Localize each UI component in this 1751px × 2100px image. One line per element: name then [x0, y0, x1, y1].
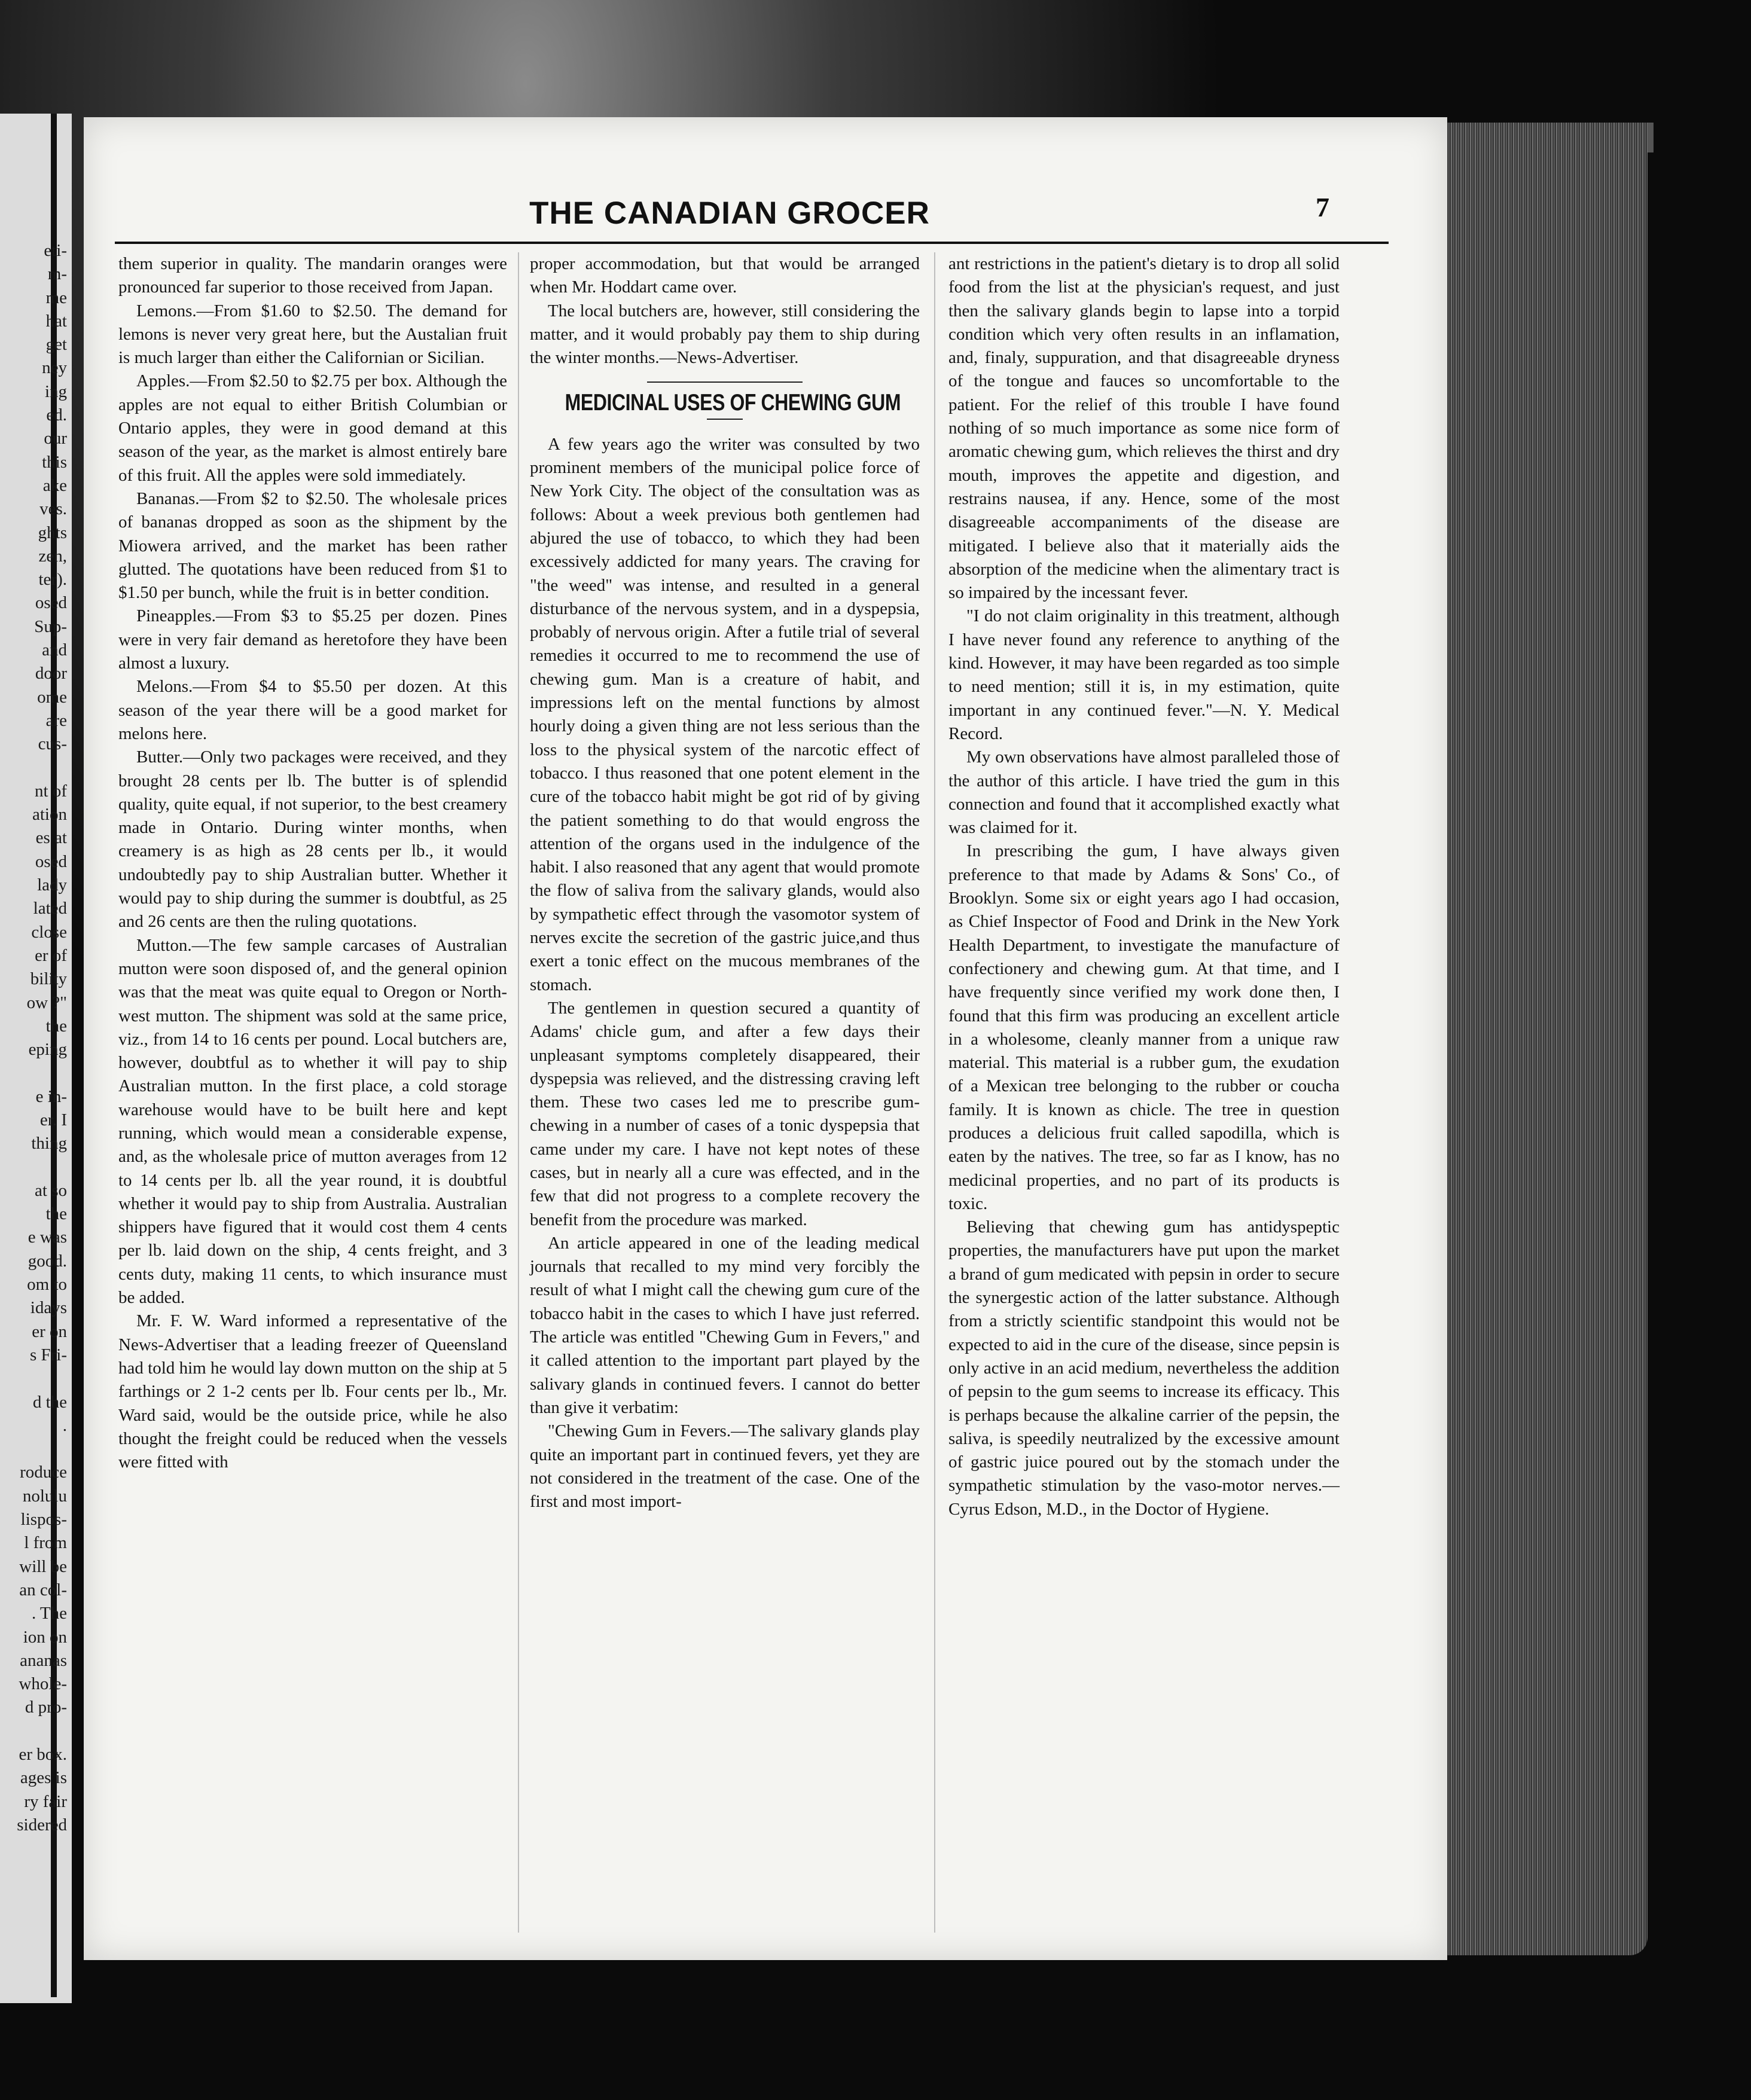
fragment-line: [0, 1720, 67, 1743]
fragment-line: e in-: [35, 1086, 67, 1106]
fragment-line: idays: [30, 1298, 67, 1318]
fragment-line: ing: [44, 381, 67, 401]
fragment-line: eti-: [44, 241, 67, 260]
paragraph: A few years ago the writer was consulted by two prominent members of the municipal police force of New York City. The object of the consultation was as follows: About a week previous both gentlemen had abjured the use of tobacco, to which they had been excessively addicted for many years. The craving for "the weed" was intense, and resulted in a general disturbance of the nervous system, and in a dyspepsia, probably of nervous origin. After a futile trial of several remedies it occurred to me to recommend the use of chewing gum. Man is a creature of habit, and impressions left on the mental functions by almost hourly doing a given thing are not less serious than the loss to the physical system of the narcotic effect of tobacco. I thus reasoned that one potent element in the cure of the tobacco habit might be got rid of by giving the patient something to do that would engross the attention of the organs used in the indulgence of the habit. I also reasoned that any agent that would promote the flow of saliva from the salivary glands, would also by sympathetic effect through the vasomotor system of nerves excite the secretion of the gastric juice,and thus exert a tonic effect on the mucous membranes of the stomach.: [530, 434, 920, 994]
fragment-line: will be: [19, 1556, 67, 1576]
column-1: [118, 252, 507, 1474]
fragment-line: [0, 1437, 67, 1461]
fragment-line: om to: [27, 1275, 67, 1295]
fragment-line: ow ?": [26, 993, 67, 1012]
paragraph: An article appeared in one of the leading medical journals that recalled to my mind very forcibly the result of what I might call the chewing gum cure of the tobacco habit in the cases to which I have just referred. The article was entitled "Chewing Gum in Fevers," and it called attention to the important part played by the salivary glands in continued fevers. I cannot do better than give it verbatim:: [530, 1233, 920, 1417]
fragment-line: lady: [37, 875, 67, 895]
fragment-line: an col-: [19, 1580, 67, 1600]
fragment-line: d pro-: [25, 1698, 67, 1717]
paragraph: ant restrictions in the patient's dietary is to drop all solid food from the list at the physician's request, and just then the salivary glands begin to lapse into a torpid condition which very often results in an inflamation, and, finaly, suppuration, and that disagreeable dryness of the tongue and fauces so uncomfortable to the patient. For the relief of this trouble I have found nothing of so much importance as some nice form of aromatic chewing gum, which relieves the thirst and dry mouth, improves the appetite and digestion, and restrains nausea, if any. Hence, some of the most disagreeable accompaniments of the disease are mitigated. I believe also that it materially aids the absorption of the medicine when the alimentary tract is so impaired by the incessant fever.: [948, 254, 1340, 603]
fragment-line: ation: [32, 805, 67, 825]
paragraph: Lemons.—From $1.60 to $2.50. The demand for lemons is never very great here, but the Austalian fruit is much larger than either the Californian or Sicilian.: [118, 301, 507, 368]
fragment-line: ves.: [39, 499, 67, 519]
fragment-line: roduce: [20, 1463, 67, 1482]
heading-underline: [707, 419, 743, 420]
paragraph: Melons.—From $4 to $5.50 per dozen. At this season of the year there will be a good market for melons here.: [118, 677, 507, 743]
fragment-line: this: [42, 452, 67, 472]
fragment-line: cus-: [38, 734, 67, 754]
fragment-line: me: [45, 288, 67, 307]
paragraph: them superior in quality. The mandarin oranges were pronounced far superior to those received from Japan.: [118, 254, 507, 297]
section-divider: [647, 381, 803, 383]
fragment-line: close: [31, 922, 67, 942]
fragment-line: the: [45, 1016, 67, 1036]
fragment-line: good.: [28, 1251, 67, 1271]
fragment-line: .: [62, 1415, 67, 1435]
paragraph: "Chewing Gum in Fevers.—The salivary glands play quite an important part in continued fevers, yet they are not considered in the treatment of the case. One of the first and most import-: [530, 1421, 920, 1512]
fragment-line: door: [35, 664, 67, 683]
fragment-line: whole-: [19, 1674, 67, 1694]
fragment-line: er. I: [39, 1110, 67, 1130]
fragment-line: m-: [47, 264, 67, 284]
fragment-line: zen,: [38, 546, 67, 566]
fragment-line: nolulu: [22, 1486, 67, 1506]
fragment-line: . The: [31, 1604, 67, 1623]
paragraph: Believing that chewing gum has antidyspeptic properties, the manufacturers have put upon the market a brand of gum medicated with pepsin in order to secure the synergestic action of the latter substance. Although from a strictly scientific standpoint this would not be expected to aid in the cure of the disease, since pepsin is only active in an acid medium, nevertheless the addition of pepsin to the gum seems to increase its efficacy. This is perhaps because the alkaline carrier of the pepsin, the saliva, is speedily neutralized by the excessive amount of gastric juice poured out by the stomach under the sympathetic stimulation by the vaso-motor nerves.—Cyrus Edson, M.D., in the Doctor of Hygiene.: [948, 1217, 1340, 1519]
fragment-line: sidered: [17, 1815, 67, 1835]
fragment-line: er of: [35, 945, 67, 965]
fragment-line: d the: [32, 1392, 67, 1412]
newspaper-page: [84, 117, 1447, 1960]
page-number: 7: [1316, 192, 1329, 222]
fragment-line: s Fri-: [29, 1345, 67, 1365]
paragraph: "I do not claim originality in this treatment, although I have never found any reference to anything of the kind. However, it may have been regarded as too simple to need mention; still it is, in my estimation, quite important in any continued fever."—N. Y. Medical Record.: [948, 606, 1340, 743]
facing-page-text-fragment: [0, 239, 67, 2009]
fragment-line: bility: [30, 969, 67, 989]
fragment-line: lispos-: [20, 1510, 67, 1530]
fragment-line: [0, 756, 67, 780]
page-title: THE CANADIAN GROCER: [529, 196, 930, 231]
fragment-line: osed: [35, 593, 67, 613]
fragment-line: thing: [31, 1134, 67, 1153]
fragment-line: er box.: [19, 1745, 67, 1764]
paragraph: Apples.—From $2.50 to $2.75 per box. Although the apples are not equal to either British Columbian or Ontario apples, they were in good demand at this season of the year, as the market is almost entirely bare of this fruit. All the apples were sold immediately.: [118, 371, 507, 485]
paragraph: The gentlemen in question secured a quantity of Adams' chicle gum, and after a few days their unpleasant symptoms completely disappeared, their dyspepsia was relieved, and the distressing craving left them. These two cases led me to prescribe gum-chewing in a number of cases of a tonic dyspepsia that came under my care. I have not kept notes of these cases, but in nearly all a cure was effected, and in the few that did not progress to a complete recovery the benefit from the procedure was marked.: [530, 998, 920, 1229]
fragment-line: e was: [28, 1228, 67, 1247]
fragment-line: Sup-: [34, 616, 67, 636]
fragment-line: and: [42, 640, 67, 660]
fragment-line: ney: [42, 358, 67, 378]
fragment-line: ome: [37, 687, 67, 707]
article-heading: MEDICINAL USES OF CHEWING GUM: [565, 390, 901, 416]
column-divider: [934, 252, 935, 1933]
fragment-line: eping: [28, 1040, 67, 1060]
fragment-line: ion on: [23, 1627, 67, 1647]
fragment-line: get: [45, 335, 67, 355]
fragment-line: [0, 1061, 67, 1085]
fragment-line: ananas: [20, 1650, 67, 1670]
fragment-line: osed: [35, 851, 67, 871]
fragment-line: ake: [42, 475, 67, 495]
fragment-line: er on: [32, 1321, 67, 1341]
fragment-line: l from: [24, 1533, 67, 1553]
paragraph: proper accommodation, but that would be arranged when Mr. Hoddart came over.: [530, 254, 920, 297]
paragraph: My own observations have almost paralleled those of the author of this article. I have tried the gum in this connection and found that it accomplished exactly what was claimed for it.: [948, 747, 1340, 838]
fragment-line: at so: [35, 1180, 67, 1200]
fragment-line: our: [44, 429, 67, 448]
paragraph: In prescribing the gum, I have always given preference to that made by Adams & Sons' Co., of Brooklyn. Some six or eight years ago I had occasion, as Chief Inspector of Food and Drink in the New York Health Department, to investigate the manufacture of confectionery and chewing gum. At that time, and I have frequently since verified my work done then, I found that this firm was producing an excellent article in a wholesome, cleanly manner from a unique raw material. This material is a rubber gum, the exudation of a Mexican tree belonging to the rubber or coucha family. It is known as chicle. The tree in question produces a delicious fruit called sapodilla, which is eaten by the natives. The tree, so far as I know, has no medicinal properties, and no part of its products is toxic.: [948, 841, 1340, 1213]
fragment-line: hat: [45, 311, 67, 331]
column-divider: [518, 252, 519, 1933]
book-page-block: [1438, 123, 1648, 1955]
column-2: [530, 252, 920, 1513]
fragment-line: are: [45, 710, 67, 730]
fragment-line: [0, 1156, 67, 1179]
fragment-line: es at: [35, 828, 67, 848]
fragment-line: ages is: [20, 1768, 67, 1788]
fragment-line: nt of: [35, 781, 67, 801]
paragraph: Pineapples.—From $3 to $5.25 per dozen. Pines were in very fair demand as heretofore they have been almost a luxury.: [118, 606, 507, 673]
paragraph: Mr. F. W. Ward informed a representative of the News-Advertiser that a leading freezer of Queensland had told him he would lay down mutton on the ship at 5 farthings or 2 1-2 cents per lb. Four cents per lb., Mr. Ward said, would be the outside price, while he also thought the freight could be reduced when the vessels were fitted with: [118, 1311, 507, 1472]
fragment-line: lated: [33, 899, 67, 918]
fragment-line: the: [45, 1204, 67, 1224]
fragment-line: ry fair: [24, 1791, 67, 1811]
header-rule: [115, 242, 1389, 244]
fragment-line: ed.: [46, 405, 67, 425]
paragraph: Bananas.—From $2 to $2.50. The wholesale prices of bananas dropped as soon as the shipment by the Miowera arrived, and the market has been rather glutted. The quotations have been reduced from $1 to $1.50 per bunch, while the fruit is in better condition.: [118, 489, 507, 603]
paragraph: Butter.—Only two packages were received, and they brought 28 cents per lb. The butter is of splendid quality, quite equal, if not superior, to the best creamery made in Ontario. During winter months, when creamery is as high as 28 cents per lb., it would undoubtedly pay to ship Australian butter. Whether it would pay to ship during the summer is doubtful, as 25 and 26 cents are then the ruling quotations.: [118, 747, 507, 932]
paragraph: Mutton.—The few sample carcases of Australian mutton were soon disposed of, and the general opinion was that the meat was quite equal to Oregon or North-west mutton. The shipment was sold at the same price, viz., from 14 to 16 cents per pound. Local butchers are, however, doubtful as to whether it will pay to ship Australian mutton. In the first place, a cold storage warehouse would have to be built here and kept running, which would mean a considerable expense, and, as the wholesale price of mutton averages from 12 to 14 cents per lb. all the year round, it is doubtful whether it would pay to ship from Australia. Australian shippers have figured that it would cost them 4 cents per lb. laid down on the ship, 4 cents freight, and 3 cents duty, making 11 cents, to which insurance must be added.: [118, 935, 507, 1308]
paragraph: The local butchers are, however, still considering the matter, and it would probably pay them to ship during the winter months.—News-Advertiser.: [530, 301, 920, 368]
column-3: [948, 252, 1340, 1521]
fragment-line: ter).: [38, 570, 67, 590]
fragment-line: ghts: [38, 523, 67, 542]
fragment-line: [0, 1367, 67, 1390]
